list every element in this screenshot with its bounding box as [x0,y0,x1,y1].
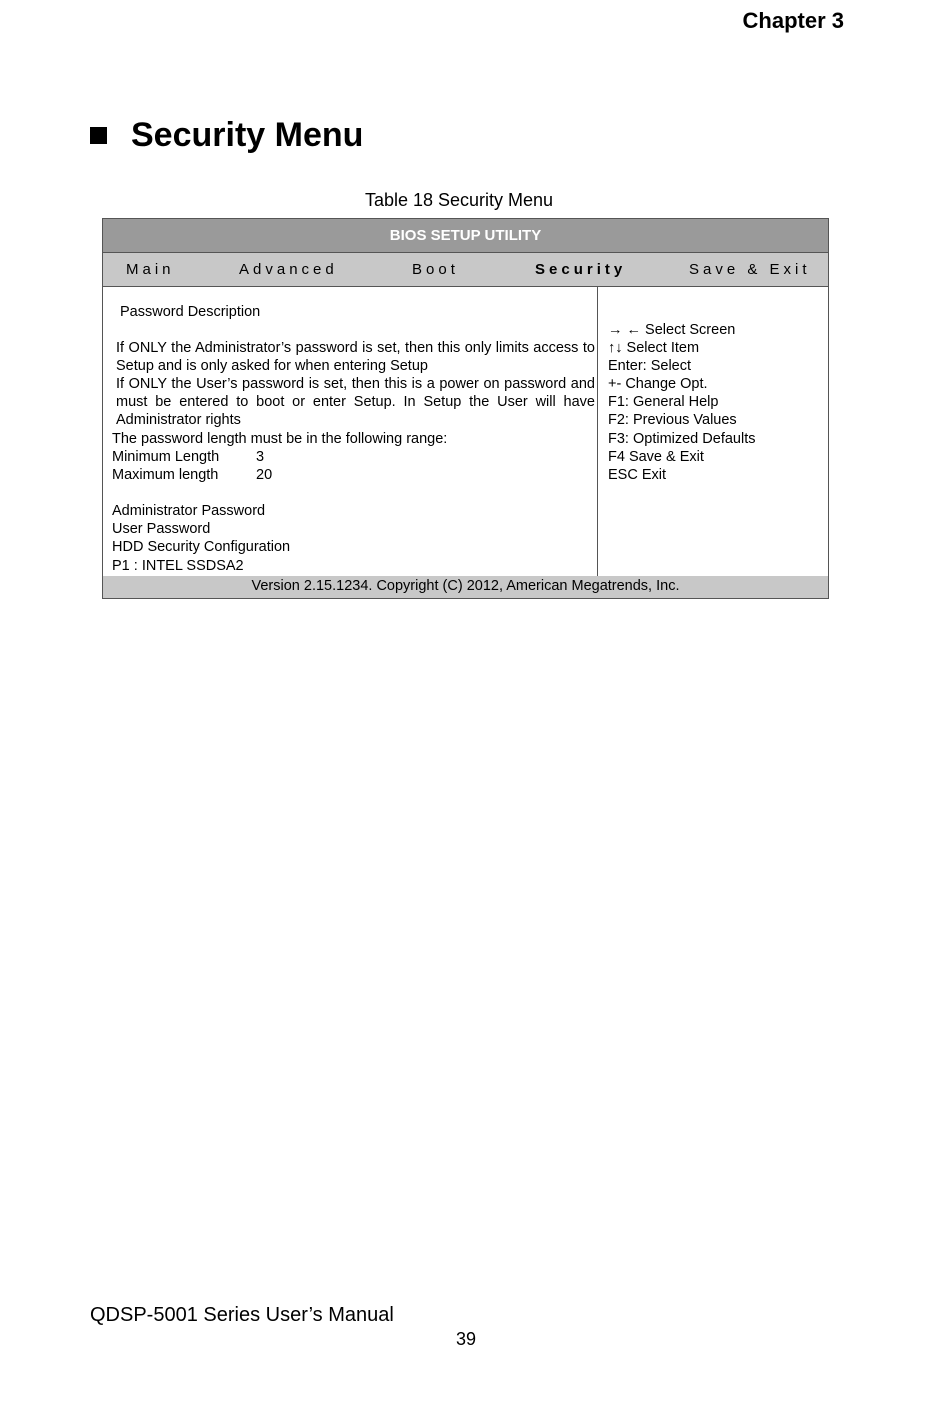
bios-left-pane [103,286,598,577]
section-heading [90,116,363,155]
description-line: Setup and is only asked for when entering Setup [116,358,428,374]
hdd-drive-item[interactable]: P1 : INTEL SSDSA2 [112,558,244,574]
password-description-heading: Password Description [120,304,261,320]
help-change-opt: +- Change Opt. [608,376,708,392]
description-line: If ONLY the Administrator’s password is set, then this only limits access to [116,340,595,356]
chapter-label: Chapter 3 [742,8,844,33]
help-enter-select: Enter: Select [608,358,692,374]
manual-title: QDSP-5001 Series User’s Manual [90,1304,394,1326]
help-save-exit: F4 Save & Exit [608,449,704,465]
help-select-item: ↑↓ Select Item [608,340,700,356]
help-optimized-defaults: F3: Optimized Defaults [608,431,756,447]
tab-security[interactable]: Security [535,261,627,278]
section-title: Security Menu [131,116,364,154]
help-select-screen: → ← Select Screen [608,322,736,338]
bios-version-footer: Version 2.15.1234. Copyright (C) 2012, American Megatrends, Inc. [103,576,828,598]
page-number: 39 [455,1329,477,1349]
administrator-password-item[interactable]: Administrator Password [112,503,266,519]
description-line: must be entered to boot or enter Setup. In Setup the User will have [116,394,595,410]
bios-screen [102,218,829,599]
tab-advanced[interactable]: Advanced [239,261,338,278]
help-general-help: F1: General Help [608,394,719,410]
square-bullet-icon [90,127,107,144]
tab-main[interactable]: Main [126,261,175,278]
max-length-label: Maximum length [112,467,219,483]
help-esc-exit: ESC Exit [608,467,667,483]
bios-tab-bar [103,253,828,287]
description-line: If ONLY the User’s password is set, then this is a power on password and [116,376,595,392]
min-length-label: Minimum Length [112,449,220,465]
help-previous-values: F2: Previous Values [608,412,737,428]
user-password-item[interactable]: User Password [112,521,211,537]
description-line: Administrator rights [116,412,241,428]
bios-title: BIOS SETUP UTILITY [103,219,828,253]
password-range-label: The password length must be in the following range: [112,431,448,447]
bios-body [103,286,828,578]
bios-help-pane [598,286,828,577]
min-length-value: 3 [256,449,265,465]
tab-save-exit[interactable]: Save & Exit [689,261,811,278]
max-length-value: 20 [256,467,273,483]
table-caption: Table 18 Security Menu [364,190,554,210]
hdd-security-configuration-item[interactable]: HDD Security Configuration [112,539,291,555]
tab-boot[interactable]: Boot [412,261,459,278]
